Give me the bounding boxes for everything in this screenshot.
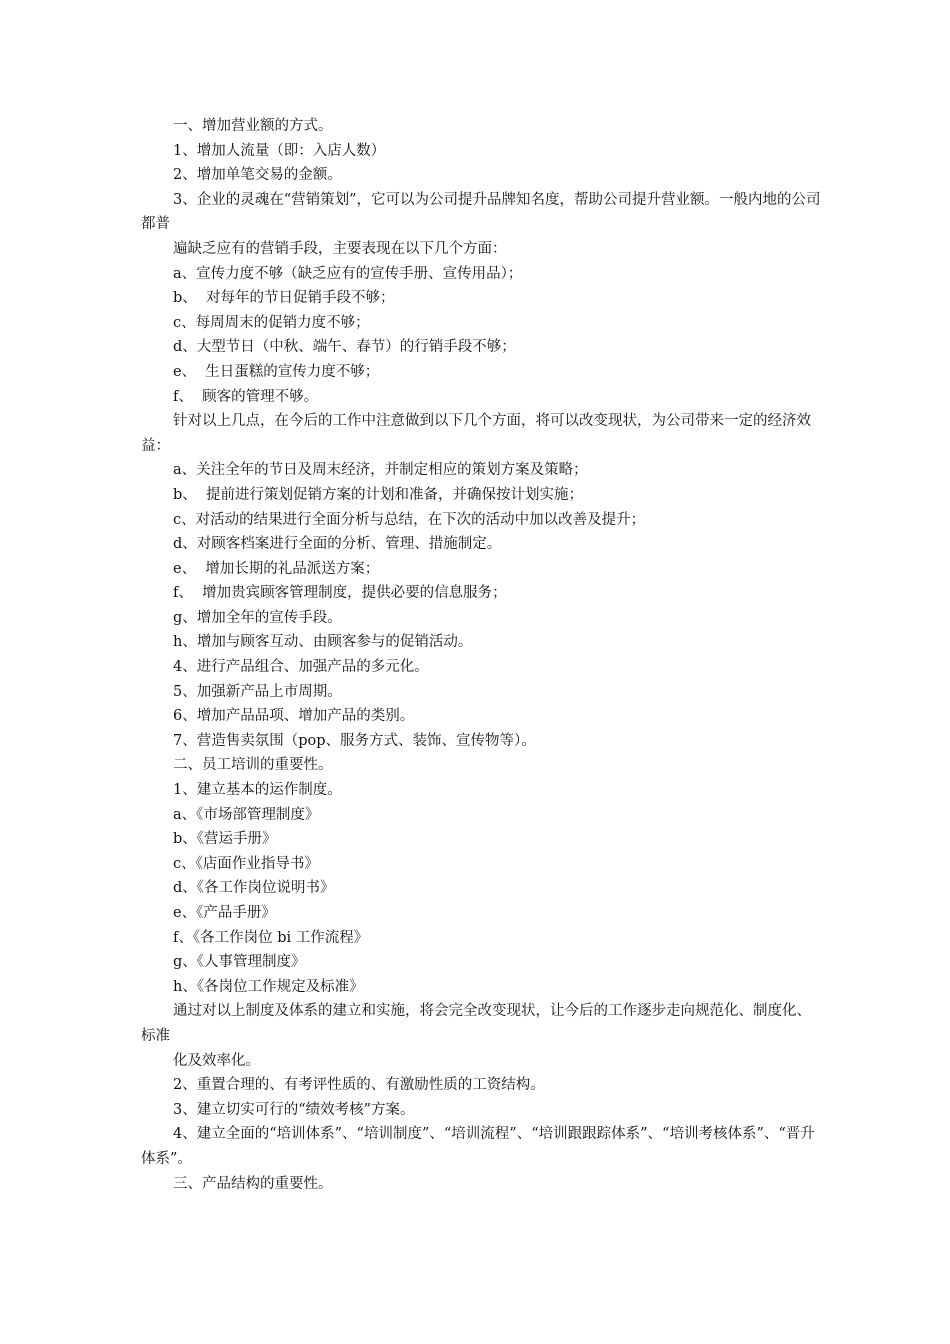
heading-section-1: 一、增加营业额的方式。 [173,118,333,134]
list-item: 7、营造售卖氛围（pop、服务方式、装饰、宣传物等）。 [173,732,536,749]
list-item: a、关注全年的节日及周末经济，并制定相应的策划方案及策略； [173,462,588,479]
list-item: f、《各工作岗位 bi 工作流程》 [173,929,369,946]
heading-section-3: 三、产品结构的重要性。 [173,1175,333,1192]
list-item: 6、增加产品品项、增加产品的类别。 [173,708,415,725]
list-item: f、 增加贵宾顾客管理制度，提供必要的信息服务； [173,585,507,602]
paragraph: 遍缺乏应有的营销手段，主要表现在以下几个方面： [173,240,507,257]
list-item: a、《市场部管理制度》 [173,806,320,823]
list-item: g、《人事管理制度》 [173,954,306,971]
list-item: d、《各工作岗位说明书》 [173,880,335,897]
list-item: e、 生日蛋糕的宣传力度不够； [173,363,380,380]
list-item: h、增加与顾客互动、由顾客参与的促销活动。 [173,634,473,651]
list-item: c、每周周末的促销力度不够； [173,314,370,331]
list-item: e、 增加长期的礼品派送方案； [173,560,380,577]
list-item: 5、加强新产品上市周期。 [173,683,342,700]
list-item: b、 对每年的节日促销手段不够； [173,290,395,307]
list-item: d、对顾客档案进行全面的分析、管理、措施制定。 [173,536,502,553]
list-item: b、《营运手册》 [173,831,277,848]
list-item: h、《各岗位工作规定及标准》 [173,978,364,995]
list-item: 2、增加单笔交易的金额。 [173,167,342,184]
list-item: f、 顾客的管理不够。 [173,388,319,405]
document-body [141,114,821,1196]
paragraph: 化及效率化。 [173,1052,260,1069]
list-item: 1、增加人流量（即：入店人数） [173,142,386,159]
list-item: c、《店面作业指导书》 [173,855,319,872]
list-item: 4、建立全面的“培训体系”、“培训制度”、“培训流程”、“培训跟跟踪体系”、“培训考核体系”、“晋升体系”。 [141,1126,815,1167]
list-item: 4、进行产品组合、加强产品的多元化。 [173,659,429,676]
heading-section-2: 二、员工培训的重要性。 [173,757,333,774]
list-item: g、增加全年的宣传手段。 [173,609,342,626]
paragraph: 3、企业的灵魂在“营销策划”，它可以为公司提升品牌知名度，帮助公司提升营业额。一般内地的公司都普 [141,191,821,233]
list-item: c、对活动的结果进行全面分析与总结，在下次的活动中加以改善及提升； [173,511,646,528]
list-item: b、 提前进行策划促销方案的计划和准备，并确保按计划实施； [173,486,583,503]
list-item: 1、建立基本的运作制度。 [173,782,342,799]
paragraph: 通过对以上制度及体系的建立和实施，将会完全改变现状，让今后的工作逐步走向规范化、制度化、标准 [141,1003,811,1044]
list-item: 2、重置合理的、有考评性质的、有激励性质的工资结构。 [173,1077,545,1094]
list-item: d、大型节日（中秋、端午、春节）的行销手段不够； [173,339,516,356]
list-item: a、宣传力度不够（缺乏应有的宣传手册、宣传用品）； [173,265,523,282]
list-item: e、《产品手册》 [173,905,276,921]
list-item: 3、建立切实可行的“绩效考核”方案。 [173,1101,415,1118]
paragraph: 针对以上几点，在今后的工作中注意做到以下几个方面，将可以改变现状，为公司带来一定的经济效益： [141,413,811,454]
